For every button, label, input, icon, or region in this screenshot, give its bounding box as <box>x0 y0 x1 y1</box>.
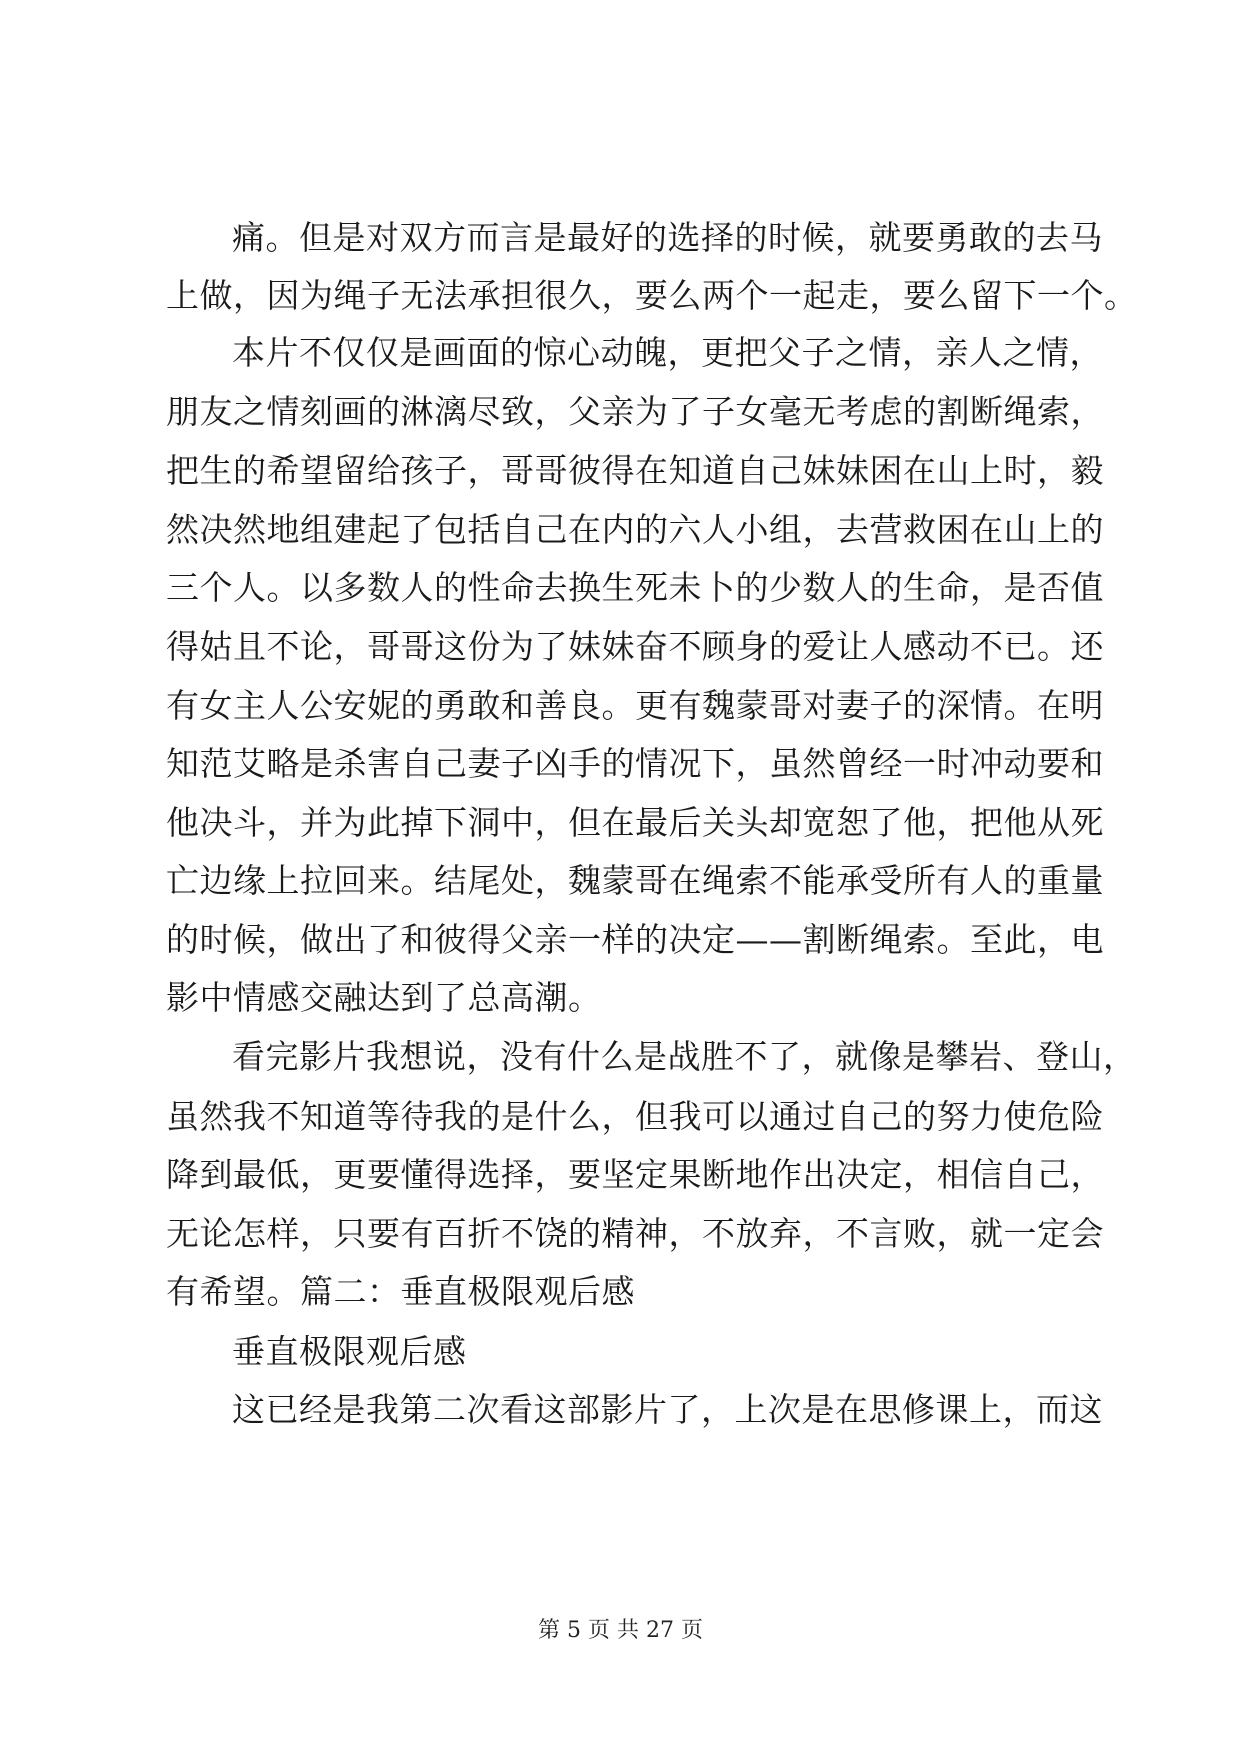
text-line <box>0 627 1241 667</box>
text-line-content: 这已经是我第二次看这部影片了，上次是在思修课上，而这 <box>232 1390 1103 1429</box>
text-line <box>0 978 1241 1018</box>
text-line <box>0 451 1241 491</box>
text-line-content: 上做，因为绳子无法承担很久，要么两个一起走，要么留下一个。 <box>166 276 1138 315</box>
text-line-content: 痛。但是对双方而言是最好的选择的时候，就要勇敢的去马 <box>232 218 1103 257</box>
text-line-content: 虽然我不知道等待我的是什么，但我可以通过自己的努力使危险 <box>166 1097 1104 1136</box>
text-line-content: 得姑且不论，哥哥这份为了妹妹奋不顾身的爱让人感动不已。还 <box>166 627 1104 666</box>
text-line <box>0 392 1241 432</box>
text-line <box>0 1390 1241 1430</box>
text-line <box>0 510 1241 550</box>
text-line-content: 本片不仅仅是画面的惊心动魄，更把父子之情，亲人之情， <box>232 333 1103 372</box>
text-line <box>0 686 1241 726</box>
text-line <box>0 1155 1241 1195</box>
page-footer: 第 5 页 共 27 页 <box>538 1618 703 1643</box>
text-line <box>0 1332 1241 1372</box>
text-line-content: 垂直极限观后感 <box>232 1332 467 1371</box>
text-line-content: 有女主人公安妮的勇敢和善良。更有魏蒙哥对妻子的深情。在明 <box>166 686 1104 725</box>
text-line-content: 无论怎样，只要有百折不饶的精神，不放弃，不言败，就一定会 <box>166 1214 1104 1253</box>
text-line <box>0 920 1241 960</box>
text-line-content: 知范艾略是杀害自己妻子凶手的情况下，虽然曾经一时冲动要和 <box>166 744 1104 783</box>
text-line <box>0 276 1241 316</box>
text-line-content: 然决然地组建起了包括自己在内的六人小组，去营救困在山上的 <box>166 510 1104 549</box>
text-line <box>0 861 1241 901</box>
text-line <box>0 1214 1241 1254</box>
text-line-content: 有希望。篇二：垂直极限观后感 <box>166 1272 635 1311</box>
text-line <box>0 1272 1241 1312</box>
text-line-content: 朋友之情刻画的淋漓尽致，父亲为了子女毫无考虑的割断绳索， <box>166 392 1104 431</box>
text-line-content: 降到最低，更要懂得选择，要坚定果断地作出决定，相信自己， <box>166 1155 1104 1194</box>
text-line <box>0 333 1241 373</box>
text-line <box>0 803 1241 843</box>
text-line-content: 看完影片我想说，没有什么是战胜不了，就像是攀岩、登山， <box>232 1037 1137 1076</box>
text-line <box>0 1037 1241 1077</box>
text-line <box>0 568 1241 608</box>
text-line <box>0 744 1241 784</box>
text-line-content: 他决斗，并为此掉下洞中，但在最后关头却宽恕了他，把他从死 <box>166 803 1104 842</box>
text-line-content: 影中情感交融达到了总高潮。 <box>166 978 602 1017</box>
text-line <box>0 1097 1241 1137</box>
text-line-content: 把生的希望留给孩子，哥哥彼得在知道自己妹妹困在山上时，毅 <box>166 451 1104 490</box>
text-line-content: 三个人。以多数人的性命去换生死未卜的少数人的生命，是否值 <box>166 568 1104 607</box>
text-line-content: 亡边缘上拉回来。结尾处，魏蒙哥在绳索不能承受所有人的重量 <box>166 861 1104 900</box>
text-line-content: 的时候，做出了和彼得父亲一样的决定——割断绳索。至此，电 <box>166 920 1104 959</box>
text-line <box>0 218 1241 258</box>
